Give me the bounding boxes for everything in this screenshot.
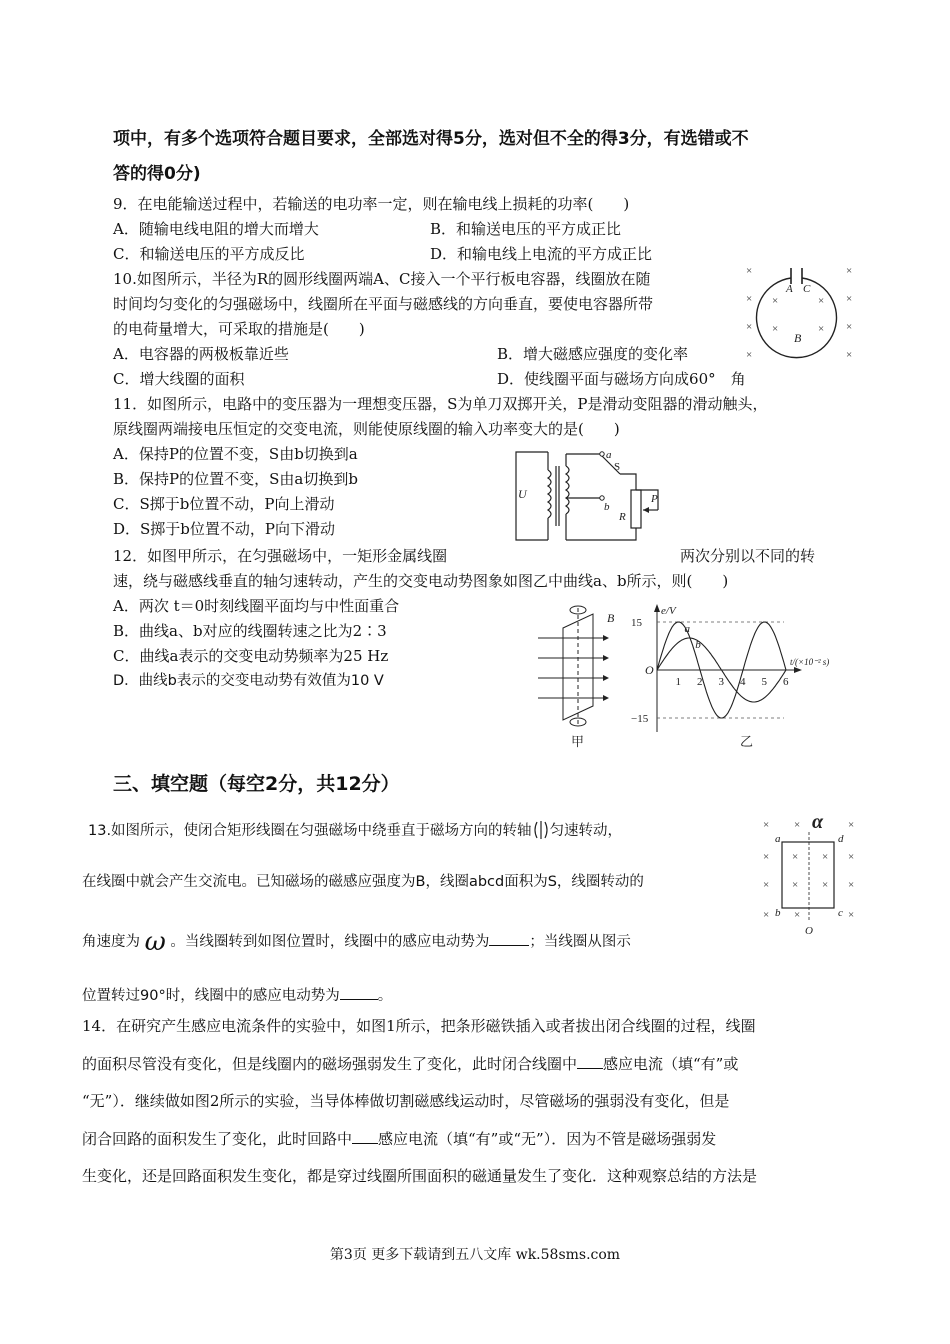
label-s: S: [614, 461, 621, 473]
page-footer: 第3页 更多下载请到五八文库 wk.58sms.com: [329, 1247, 621, 1263]
q10-option-c: C．增大线圈的面积: [113, 370, 245, 388]
q14-line-4: [82, 1128, 716, 1150]
field-cross: ×: [763, 909, 770, 921]
q10-option-a: A．电容器的两极板靠近些: [113, 345, 289, 363]
x-tick-label: 1: [675, 676, 681, 688]
q9-option-c: C．和输送电压的平方成反比: [113, 245, 305, 263]
field-cross: ×: [848, 909, 855, 921]
field-cross: ×: [846, 321, 853, 333]
return-wire: [566, 528, 636, 540]
field-cross: ×: [763, 879, 770, 891]
q13-line-1: [88, 819, 622, 842]
axis-symbol: α: [812, 811, 824, 833]
field-cross: ×: [846, 349, 853, 361]
y-tick-label: 15: [631, 617, 642, 629]
answer-blank-2[interactable]: [340, 985, 378, 1000]
label-u: U: [518, 487, 527, 501]
label-b: b: [775, 907, 781, 919]
section-intro-line-2: 答的得0分): [113, 164, 201, 184]
x-axis-arrow: [794, 667, 802, 673]
answer-blank-1[interactable]: [489, 931, 529, 946]
field-cross: ×: [772, 295, 779, 307]
x-tick-label: 3: [718, 676, 724, 688]
origin-label: O: [645, 663, 654, 677]
q13-line-3a: 角速度为: [82, 934, 140, 950]
field-cross: ×: [846, 293, 853, 305]
field-cross: ×: [763, 819, 770, 831]
q12-option-c: C．曲线a表示的交变电动势频率为25 Hz: [113, 647, 389, 665]
field-cross: ×: [846, 265, 853, 277]
field-cross: ×: [746, 293, 753, 305]
field-cross: ×: [848, 879, 855, 891]
q10-coil-figure: [740, 262, 860, 366]
label-o: O: [805, 925, 813, 936]
q14-line-2a: 的面积尽管没有变化，但是线圈内的磁场强弱发生了变化，此时闭合线圈中: [82, 1055, 578, 1073]
figure-caption-yi: 乙: [740, 734, 754, 749]
q11-option-d: D．S掷于b位置不动，P向下滑动: [113, 520, 335, 538]
field-cross: ×: [848, 851, 855, 863]
field-cross: ×: [822, 879, 829, 891]
q14-line-5: 生变化，还是回路面积发生变化，都是穿过线圈所围面积的磁通量发生了变化．这种观察总结的方法是: [82, 1167, 758, 1185]
q14-line-2b: 感应电流（填“有”或: [603, 1055, 739, 1073]
figure-caption-jia: 甲: [571, 734, 585, 749]
field-cross: ×: [794, 819, 801, 831]
q12-stem-1a: 12．如图甲所示，在匀强磁场中，一矩形金属线圈: [113, 547, 448, 565]
field-cross: ×: [848, 819, 855, 831]
field-cross: ×: [818, 295, 825, 307]
field-cross: ×: [772, 323, 779, 335]
field-cross: ×: [792, 851, 799, 863]
label-b: B: [794, 331, 802, 345]
q12-option-d: D．曲线b表示的交变电动势有效值为10 V: [113, 673, 384, 689]
q9-option-d: D．和输电线上电流的平方成正比: [430, 245, 653, 263]
label-d: d: [838, 833, 844, 845]
label-a: a: [775, 833, 781, 845]
x-tick-label: 5: [761, 676, 767, 688]
q10-option-b: B．增大磁感应强度的变化率: [497, 345, 689, 363]
field-cross: ×: [794, 909, 801, 921]
x-axis-label: t/(×10⁻² s): [790, 657, 830, 667]
series-label-a: a: [684, 623, 690, 635]
x-tick-label: 2: [697, 676, 703, 688]
primary-coil: [548, 452, 551, 540]
q11-stem-2: 原线圈两端接电压恒定的交变电流，则能使原线圈的输入功率变大的是( ): [113, 420, 620, 438]
q12-stem-2: 速，绕与磁感线垂直的轴匀速转动，产生的交变电动势图象如图乙中曲线a、b所示，则( ): [113, 572, 729, 590]
secondary-coil: [566, 454, 569, 540]
q11-transformer-figure: [508, 440, 673, 548]
field-cross: ×: [763, 851, 770, 863]
q11-option-a: A．保持P的位置不变，S由b切换到a: [113, 445, 358, 463]
q13-line-4: [82, 985, 392, 1007]
q9-option-a: A．随输电线电阻的增大而增大: [113, 220, 319, 238]
q14-line-3: “无”）．继续做如图2所示的实验，当导体棒做切割磁感线运动时，尽管磁场的强弱没有变化，但是: [82, 1092, 730, 1110]
y-tick-label: −15: [631, 713, 649, 725]
q13-line-3b: 。当线圈转到如图位置时，线圈中的感应电动势为: [170, 934, 490, 950]
q9-stem: 9．在电能输送过程中，若输送的电功率一定，则在输电线上损耗的功率( ): [113, 195, 630, 213]
field-cross: ×: [746, 321, 753, 333]
label-r: R: [619, 511, 626, 523]
answer-blank-3[interactable]: [577, 1054, 603, 1069]
label-c: C: [803, 283, 811, 295]
q14-line-1: 14．在研究产生感应电流条件的实验中，如图1所示，把条形磁铁插入或者拔出闭合线圈的过程，线圈: [82, 1017, 756, 1035]
q14-line-4a: 闭合回路的面积发生了变化，此时回路中: [82, 1130, 353, 1148]
label-c: c: [838, 907, 843, 919]
x-tick-label: 4: [740, 676, 746, 688]
label-b: B: [607, 611, 615, 625]
q10-stem-3: 的电荷量增大，可采取的措施是( ): [113, 320, 365, 338]
q13-line-1b-text: 匀速转动，: [549, 823, 623, 839]
label-p: P: [651, 493, 658, 505]
q12-emf-chart: [625, 600, 855, 750]
x-tick-label: 6: [783, 676, 789, 688]
q11-option-b: B．保持P的位置不变，S由a切换到b: [113, 470, 358, 488]
label-a: a: [606, 449, 612, 461]
switch-wire: [620, 474, 636, 490]
q10-option-d: D．使线圈平面与磁场方向成60° 角: [497, 370, 746, 388]
field-cross: ×: [746, 349, 753, 361]
rotation-axis-icon: [532, 819, 550, 841]
q13-line-3c: ；当线圈从图示: [529, 934, 631, 950]
q10-stem-2: 时间均匀变化的匀强磁场中，线圈所在平面与磁感线的方向垂直，要使电容器所带: [113, 295, 654, 313]
label-a: A: [786, 283, 793, 295]
q10-stem-1: 10.如图所示，半径为R的圆形线圈两端A、C接入一个平行板电容器，线圈放在随: [113, 270, 651, 288]
section-3-title: 三、填空题（每空2分，共12分）: [113, 773, 400, 795]
field-cross: ×: [746, 265, 753, 277]
q13-line-1-text: 13.如图所示，使闭合矩形线圈在匀强磁场中绕垂直于磁场方向的转轴: [88, 823, 532, 839]
field-cross: ×: [818, 323, 825, 335]
y-axis-arrow: [654, 604, 660, 612]
q12-coil-figure-jia: [533, 600, 623, 750]
omega-symbol: ω: [144, 927, 166, 957]
q14-line-2: [82, 1053, 738, 1075]
q13-line-4a: 位置转过90°时，线圈中的感应电动势为: [82, 988, 340, 1004]
q13-line-4b: 。: [377, 988, 393, 1004]
q12-stem-1b: 两次分别以不同的转: [680, 547, 816, 565]
label-b: b: [604, 501, 610, 513]
coil-circle: [757, 278, 837, 358]
section-intro-line-1: 项中，有多个选项符合题目要求，全部选对得5分，选对但不全的得3分，有选错或不: [113, 129, 749, 149]
q13-coil-figure: [758, 810, 858, 936]
q13-line-3: [82, 927, 631, 957]
field-cross: ×: [822, 851, 829, 863]
q12-option-b: B．曲线a、b对应的线圈转速之比为2∶3: [113, 622, 387, 640]
q11-option-c: C．S掷于b位置不动，P向上滑动: [113, 495, 335, 513]
field-cross: ×: [792, 879, 799, 891]
q9-option-b: B．和输送电压的平方成正比: [430, 220, 622, 238]
rheostat: [631, 490, 641, 528]
q12-option-a: A．两次 t＝0时刻线圈平面均与中性面重合: [113, 597, 400, 615]
q14-line-4b: 感应电流（填“有”或“无”）．因为不管是磁场强弱发: [378, 1130, 717, 1148]
q13-line-2: 在线圈中就会产生交流电。已知磁场的磁感应强度为B，线圈abcd面积为S，线圈转动的: [82, 874, 644, 890]
series-label-b: b: [695, 639, 701, 651]
y-axis-label: e/V: [661, 605, 676, 617]
answer-blank-4[interactable]: [352, 1129, 378, 1144]
q11-stem-1: 11．如图所示，电路中的变压器为一理想变压器，S为单刀双掷开关，P是滑动变阻器的滑动触头，: [113, 395, 768, 413]
